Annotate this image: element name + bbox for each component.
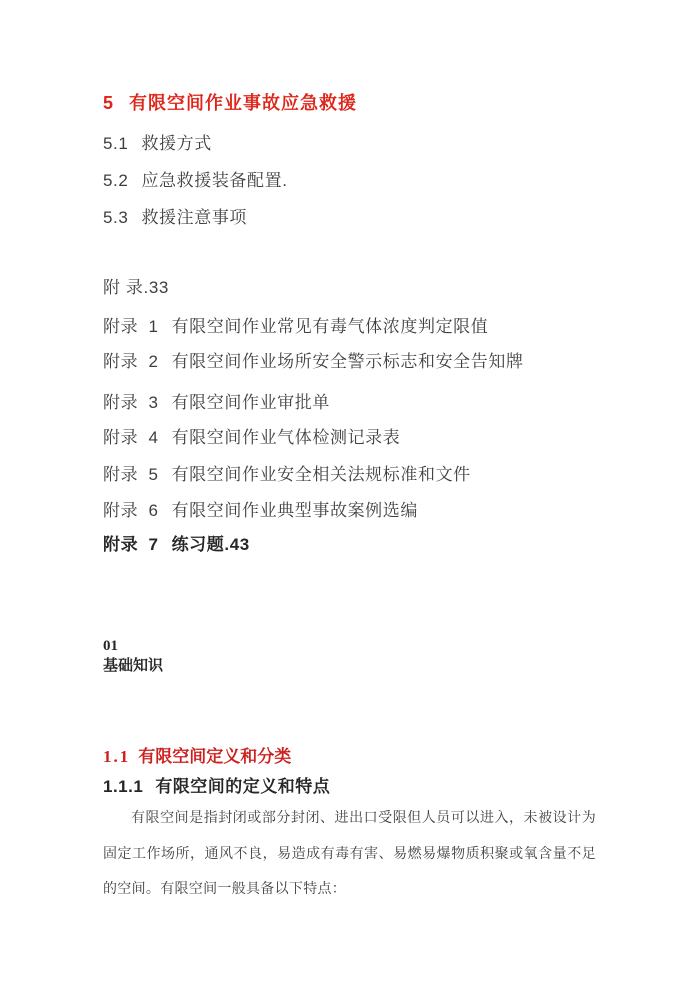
toc-item-5-1 <box>103 129 212 154</box>
subsection-1-1-1-number: 1.1.1 <box>103 777 144 796</box>
toc-appendix-3-title: 有限空间作业审批单 <box>171 393 330 412</box>
section-1-1-heading <box>103 742 291 767</box>
toc-item-5-2 <box>103 166 288 191</box>
toc-item-5-2-number: 5.2 <box>103 171 129 190</box>
toc-appendix-7 <box>103 530 250 555</box>
chapter-5-number: 5 <box>103 93 115 113</box>
toc-appendix-7-number: 附录 7 <box>103 535 159 554</box>
chapter-marker <box>103 636 163 676</box>
toc-appendix-6-number: 附录 6 <box>103 501 159 520</box>
definition-paragraph: 有限空间是指封闭或部分封闭、进出口受限但人员可以进入，未被设计为固定工作场所，通风不良，易造成有毒有害、易燃易爆物质积聚或氧含量不足的空间。有限空间一般具备以下特点： <box>103 809 596 896</box>
toc-appendix-2-title: 有限空间作业场所安全警示标志和安全告知牌 <box>171 352 524 371</box>
section-1-1-number: 1.1 <box>103 747 131 766</box>
toc-appendix-3 <box>103 388 330 413</box>
toc-appendix-4-number: 附录 4 <box>103 428 159 447</box>
toc-appendix-2-number: 附录 2 <box>103 352 159 371</box>
toc-appendix-1 <box>103 312 488 337</box>
toc-appendix-5 <box>103 460 471 485</box>
toc-appendix-5-title: 有限空间作业安全相关法规标准和文件 <box>171 465 471 484</box>
chapter-5-heading <box>103 89 357 115</box>
toc-appendix-4-title: 有限空间作业气体检测记录表 <box>171 428 401 447</box>
toc-item-5-2-title: 应急救援装备配置. <box>141 171 288 190</box>
toc-appendix-7-title: 练习题.43 <box>171 535 250 554</box>
chapter-5-title: 有限空间作业事故应急救援 <box>129 93 358 113</box>
chapter-marker-title: 基础知识 <box>103 658 164 674</box>
toc-appendix-5-number: 附录 5 <box>103 465 159 484</box>
toc-item-5-1-title: 救援方式 <box>141 134 212 153</box>
toc-item-5-3-title: 救援注意事项 <box>141 208 248 227</box>
subsection-1-1-1-heading <box>103 772 330 797</box>
toc-appendix-heading: 附 录.33 <box>103 278 169 297</box>
toc-appendix-3-number: 附录 3 <box>103 393 159 412</box>
toc-appendix-6-title: 有限空间作业典型事故案例选编 <box>171 501 418 520</box>
toc-appendix-2 <box>103 347 524 372</box>
toc-item-5-3 <box>103 203 247 228</box>
toc-item-5-3-number: 5.3 <box>103 208 129 227</box>
subsection-1-1-1-title: 有限空间的定义和特点 <box>155 777 331 796</box>
toc-appendix-6 <box>103 496 418 521</box>
toc-appendix-4 <box>103 423 400 448</box>
toc-appendix-1-number: 附录 1 <box>103 317 159 336</box>
section-1-1-title: 有限空间定义和分类 <box>138 747 292 766</box>
toc-item-5-1-number: 5.1 <box>103 134 129 153</box>
toc-appendix-1-title: 有限空间作业常见有毒气体浓度判定限值 <box>171 317 489 336</box>
chapter-marker-number: 01 <box>103 638 118 654</box>
